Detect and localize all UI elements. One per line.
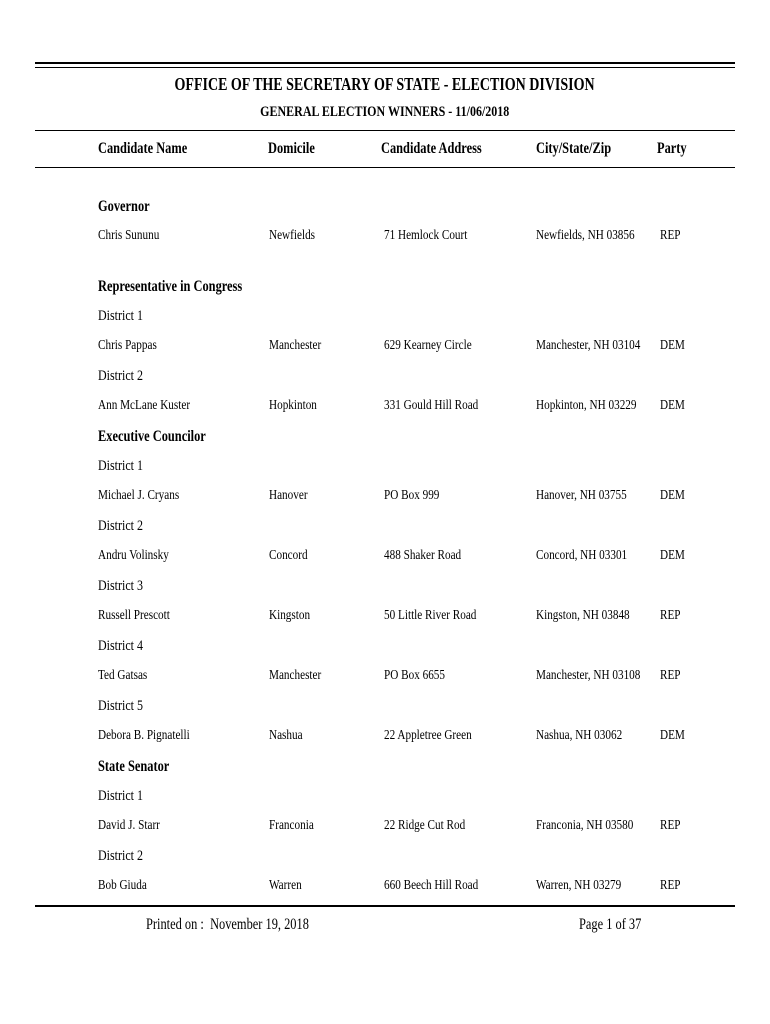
page-number: Page 1 of 37	[579, 916, 642, 933]
candidate-party: DEM	[660, 728, 685, 743]
candidate-name: David J. Starr	[98, 818, 160, 833]
table-row	[0, 338, 770, 358]
district-heading: District 5	[98, 698, 143, 714]
district-heading: District 2	[98, 518, 143, 534]
candidate-address: 22 Ridge Cut Rod	[384, 818, 466, 833]
candidate-party: REP	[660, 608, 681, 623]
candidate-party: DEM	[660, 398, 685, 413]
district-heading: District 1	[98, 308, 143, 324]
candidate-name: Debora B. Pignatelli	[98, 728, 190, 743]
district-heading: District 2	[98, 368, 143, 384]
top-rule	[35, 62, 735, 64]
district-heading: District 3	[98, 578, 143, 594]
candidate-party: REP	[660, 818, 681, 833]
district-heading: District 1	[98, 458, 143, 474]
column-header-candidate-address: Candidate Address	[381, 140, 482, 157]
table-row	[0, 668, 770, 688]
candidate-address: 71 Hemlock Court	[384, 228, 468, 243]
candidate-address: PO Box 6655	[384, 668, 445, 683]
table-row	[0, 398, 770, 418]
candidate-party: REP	[660, 878, 681, 893]
candidate-address: 629 Kearney Circle	[384, 338, 472, 353]
column-header-domicile: Domicile	[268, 140, 315, 157]
candidate-name: Ted Gatsas	[98, 668, 148, 683]
page-subtitle	[0, 104, 770, 121]
district-heading: District 4	[98, 638, 143, 654]
candidate-city-state-zip: Kingston, NH 03848	[536, 608, 630, 623]
table-row	[0, 228, 770, 248]
column-header-bottom-rule	[35, 167, 735, 168]
candidate-name: Chris Sununu	[98, 228, 160, 243]
district-heading: District 2	[98, 848, 143, 864]
column-header-candidate-name: Candidate Name	[98, 140, 188, 157]
page-subtitle-text: GENERAL ELECTION WINNERS - 11/06/2018	[260, 104, 510, 120]
candidate-domicile: Franconia	[269, 818, 314, 833]
office-heading-representative-in-congress: Representative in Congress	[98, 278, 243, 295]
office-heading-state-senator: State Senator	[98, 758, 170, 775]
candidate-name: Ann McLane Kuster	[98, 398, 191, 413]
printed-on-date: Printed on : November 19, 2018	[146, 916, 309, 933]
candidate-name: Russell Prescott	[98, 608, 170, 623]
table-row	[0, 608, 770, 628]
candidate-party: DEM	[660, 338, 685, 353]
candidate-city-state-zip: Franconia, NH 03580	[536, 818, 634, 833]
district-heading: District 1	[98, 788, 143, 804]
candidate-city-state-zip: Newfields, NH 03856	[536, 228, 635, 243]
candidate-city-state-zip: Hanover, NH 03755	[536, 488, 627, 503]
candidate-address: 331 Gould Hill Road	[384, 398, 479, 413]
office-heading-executive-councilor: Executive Councilor	[98, 428, 206, 445]
candidate-city-state-zip: Hopkinton, NH 03229	[536, 398, 637, 413]
candidate-city-state-zip: Manchester, NH 03108	[536, 668, 641, 683]
page-title-text: OFFICE OF THE SECRETARY OF STATE - ELECTION DIVISION	[174, 74, 596, 94]
candidate-name: Andru Volinsky	[98, 548, 169, 563]
candidate-party: REP	[660, 228, 681, 243]
candidate-address: 22 Appletree Green	[384, 728, 472, 743]
table-row	[0, 878, 770, 898]
candidate-party: DEM	[660, 548, 685, 563]
candidate-party: REP	[660, 668, 681, 683]
page-title	[0, 74, 770, 95]
column-header-top-rule	[35, 130, 735, 131]
top-rule-thin	[35, 67, 735, 68]
candidate-domicile: Nashua	[269, 728, 303, 743]
candidate-address: PO Box 999	[384, 488, 440, 503]
candidate-name: Chris Pappas	[98, 338, 157, 353]
candidate-domicile: Manchester	[269, 668, 322, 683]
column-header-city-state-zip: City/State/Zip	[536, 140, 612, 157]
table-row	[0, 548, 770, 568]
candidate-city-state-zip: Manchester, NH 03104	[536, 338, 641, 353]
candidate-domicile: Hanover	[269, 488, 308, 503]
candidate-address: 50 Little River Road	[384, 608, 477, 623]
candidate-name: Bob Giuda	[98, 878, 147, 893]
office-heading-governor: Governor	[98, 198, 150, 215]
candidate-domicile: Hopkinton	[269, 398, 317, 413]
candidate-address: 660 Beech Hill Road	[384, 878, 479, 893]
table-row	[0, 728, 770, 748]
candidate-domicile: Concord	[269, 548, 308, 563]
candidate-domicile: Kingston	[269, 608, 311, 623]
candidate-city-state-zip: Concord, NH 03301	[536, 548, 628, 563]
column-header-party: Party	[657, 140, 687, 157]
table-row	[0, 818, 770, 838]
candidate-name: Michael J. Cryans	[98, 488, 180, 503]
candidate-domicile: Warren	[269, 878, 302, 893]
candidate-city-state-zip: Nashua, NH 03062	[536, 728, 623, 743]
candidate-city-state-zip: Warren, NH 03279	[536, 878, 622, 893]
table-row	[0, 488, 770, 508]
footer-rule	[35, 905, 735, 907]
candidate-party: DEM	[660, 488, 685, 503]
candidate-domicile: Manchester	[269, 338, 322, 353]
candidate-domicile: Newfields	[269, 228, 316, 243]
candidate-address: 488 Shaker Road	[384, 548, 462, 563]
